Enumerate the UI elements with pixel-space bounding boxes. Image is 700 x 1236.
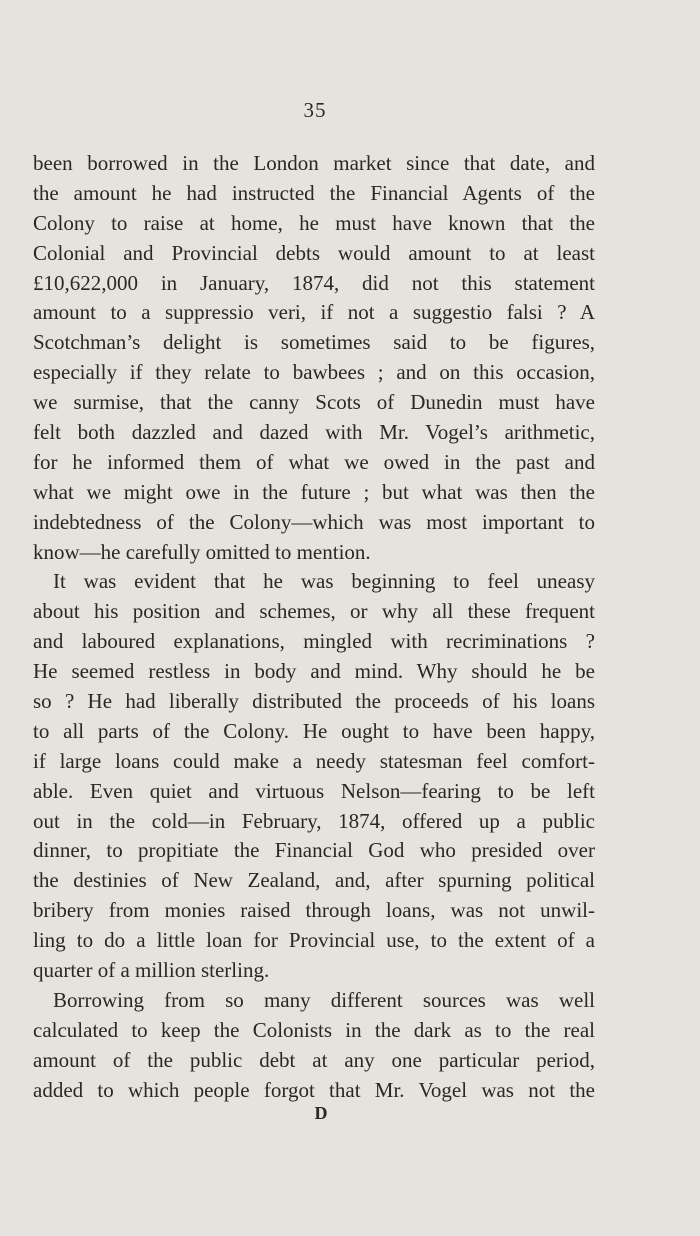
text-line: indebtedness of the Colony—which was most important to	[33, 509, 595, 534]
text-line: added to which people forgot that Mr. Vogel was not the	[33, 1077, 595, 1102]
paragraph-end-line: know—he carefully omitted to mention.	[33, 539, 371, 564]
body-text	[33, 149, 595, 1106]
text-line: especially if they relate to bawbees ; and on this occasion,	[33, 360, 595, 385]
text-line: felt both dazzled and dazed with Mr. Vogel’s arithmetic,	[33, 420, 595, 445]
text-line: we surmise, that the canny Scots of Dunedin must have	[33, 390, 595, 415]
text-line: to all parts of the Colony. He ought to have been happy,	[33, 718, 595, 743]
text-line: for he informed them of what we owed in the past and	[33, 449, 595, 474]
signature-mark: D	[314, 1103, 328, 1123]
paragraph-end-line: quarter of a million sterling.	[33, 958, 270, 983]
text-line: amount of the public debt at any one particular period,	[33, 1047, 595, 1072]
text-line: bribery from monies raised through loans, was not unwil-	[33, 898, 595, 923]
paragraph-start-line: It was evident that he was beginning to feel uneasy	[53, 569, 595, 594]
text-line: what we might owe in the future ; but what was then the	[33, 479, 595, 504]
text-line: He seemed restless in body and mind. Why should he be	[33, 659, 595, 684]
text-line: the destinies of New Zealand, and, after spurning political	[33, 868, 595, 893]
paragraph-start-line: Borrowing from so many different sources was well	[53, 987, 595, 1012]
text-line: about his position and schemes, or why all these frequent	[33, 599, 595, 624]
text-line: calculated to keep the Colonists in the dark as to the real	[33, 1017, 595, 1042]
page-number: 35	[303, 98, 327, 122]
text-line: Colonial and Provincial debts would amount to at least	[33, 240, 595, 265]
text-line: been borrowed in the London market since that date, and	[33, 151, 595, 175]
text-line: Colony to raise at home, he must have known that the	[33, 210, 595, 235]
text-line: able. Even quiet and virtuous Nelson—fearing to be left	[33, 778, 595, 803]
text-line: Scotchman’s delight is sometimes said to be figures,	[33, 330, 595, 355]
text-line: out in the cold—in February, 1874, offered up a public	[33, 808, 595, 833]
text-line: £10,622,000 in January, 1874, did not this statement	[33, 270, 595, 295]
text-line: if large loans could make a needy statesman feel comfort-	[33, 748, 595, 773]
text-line: ling to do a little loan for Provincial use, to the extent of a	[33, 928, 595, 953]
text-line: the amount he had instructed the Financial Agents of the	[33, 180, 595, 205]
text-line: dinner, to propitiate the Financial God who presided over	[33, 838, 595, 863]
text-line: so ? He had liberally distributed the proceeds of his loans	[33, 689, 595, 714]
text-line: amount to a suppressio veri, if not a suggestio falsi ? A	[33, 300, 595, 325]
text-line: and laboured explanations, mingled with recriminations ?	[33, 629, 595, 654]
